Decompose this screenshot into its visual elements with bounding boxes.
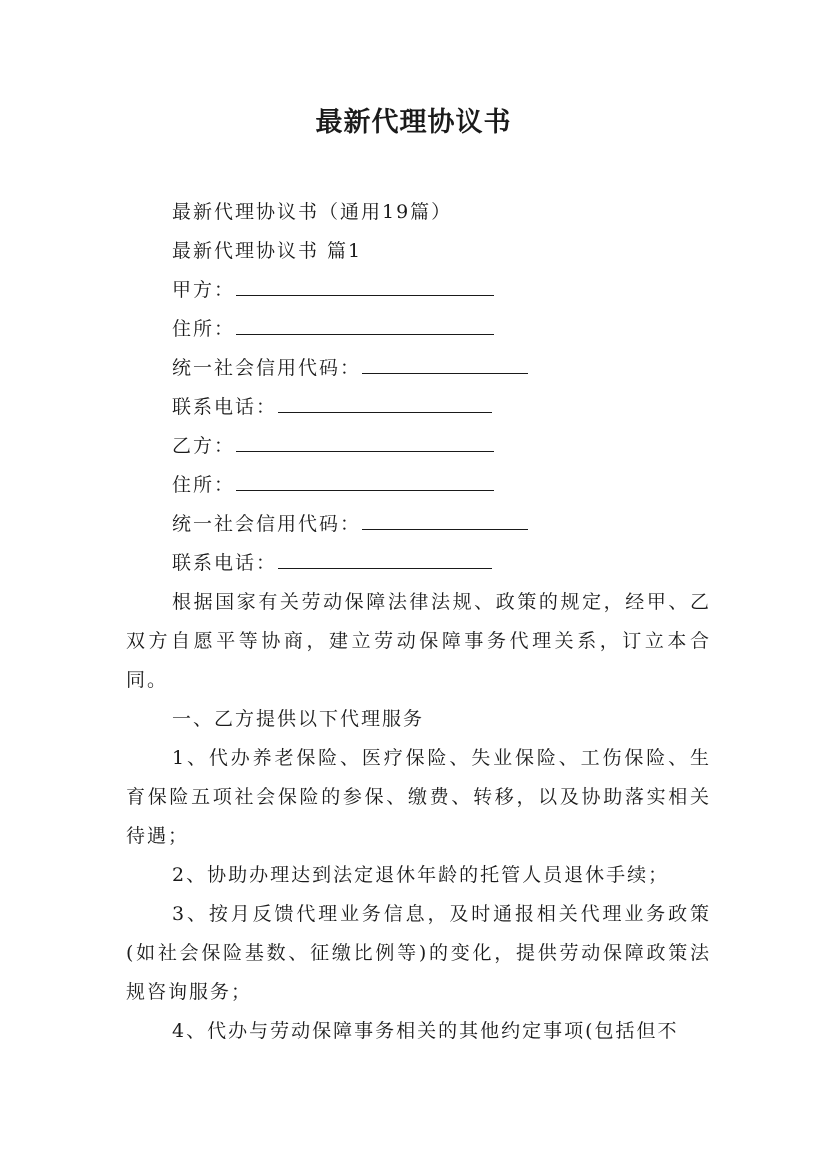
paragraph-item-1: 1、代办养老保险、医疗保险、失业保险、工伤保险、生育保险五项社会保险的参保、缴费、转移，以及协助落实相关待遇； <box>126 747 711 847</box>
field-party-b <box>126 427 711 466</box>
blank-line <box>236 476 494 491</box>
blank-line <box>236 320 494 335</box>
field-party-a-credit-code <box>126 349 711 388</box>
blank-line <box>278 398 492 413</box>
paragraph-preamble: 根据国家有关劳动保障法律法规、政策的规定，经甲、乙双方自愿平等协商，建立劳动保障事务代理关系，订立本合同。 <box>126 591 711 691</box>
field-party-b-phone <box>126 544 711 583</box>
field-party-a-address <box>126 310 711 349</box>
paragraph-item-3: 3、按月反馈代理业务信息，及时通报相关代理业务政策(如社会保险基数、征缴比例等)的变化，提供劳动保障政策法规咨询服务； <box>126 903 711 1003</box>
field-label: 联系电话： <box>172 396 278 418</box>
blank-line <box>236 281 494 296</box>
blank-line <box>278 554 492 569</box>
paragraph-section-one: 一、乙方提供以下代理服务 <box>172 708 425 730</box>
blank-line <box>236 437 494 452</box>
section-heading: 最新代理协议书 篇1 <box>172 240 363 262</box>
document-body <box>126 193 711 1051</box>
field-party-a-phone <box>126 388 711 427</box>
blank-line <box>362 515 528 530</box>
field-label: 住所： <box>172 318 236 340</box>
document-title: 最新代理协议书 <box>315 107 512 138</box>
field-label: 联系电话： <box>172 552 278 574</box>
field-label: 住所： <box>172 474 236 496</box>
document-subtitle: 最新代理协议书（通用19篇） <box>172 201 453 223</box>
paragraph-item-2: 2、协助办理达到法定退休年龄的托管人员退休手续； <box>172 864 670 886</box>
field-party-b-address <box>126 466 711 505</box>
field-party-a <box>126 271 711 310</box>
field-party-b-credit-code <box>126 505 711 544</box>
field-label: 甲方： <box>172 279 236 301</box>
paragraph-item-4: 4、代办与劳动保障事务相关的其他约定事项(包括但不 <box>172 1020 679 1042</box>
field-label: 乙方： <box>172 435 236 457</box>
blank-line <box>362 359 528 374</box>
field-label: 统一社会信用代码： <box>172 513 362 535</box>
field-label: 统一社会信用代码： <box>172 357 362 379</box>
